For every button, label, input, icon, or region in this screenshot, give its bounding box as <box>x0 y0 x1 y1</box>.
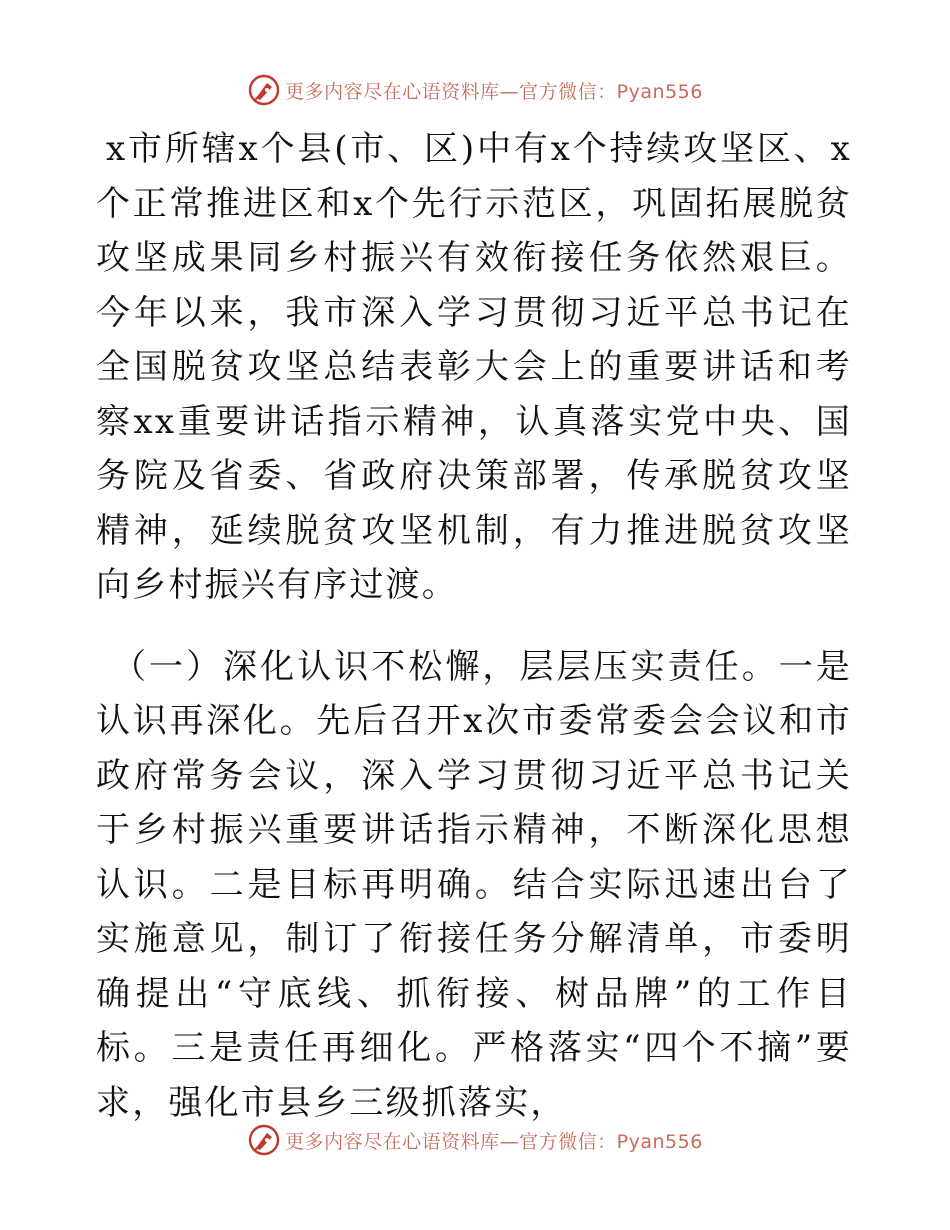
paragraph-section-1: （一）深化认识不松懈，层层压实责任。一是认识再深化。先后召开x次市委常委会会议和市政府常务会议，深入学习贯彻习近平总书记关于乡村振兴重要讲话指示精神，不断深化思想认识。二是目标再明确。结合实际迅速出台了实施意见，制订了衔接任务分解清单，市委明确提出“守底线、抓衔接、树品牌”的工作目标。三是责任再细化。严格落实“四个不摘”要求，强化市县乡三级抓落实， <box>96 646 852 1123</box>
header-watermark-banner <box>0 68 950 112</box>
footer-watermark-banner <box>0 1118 950 1162</box>
paragraph-intro: x市所辖x个县(市、区)中有x个持续攻坚区、x个正常推进区和x个先行示范区，巩固拓展脱贫攻坚成果同乡村振兴有效衔接任务依然艰巨。今年以来，我市深入学习贯彻习近平总书记在全国脱贫攻坚总结表彰大会上的重要讲话和考察xx重要讲话指示精神，认真落实党中央、国务院及省委、省政府决策部署，传承脱贫攻坚精神，延续脱贫攻坚机制，有力推进脱贫攻坚向乡村振兴有序过渡。 <box>96 129 852 605</box>
pen-nib-circle-icon <box>247 1123 281 1157</box>
watermark-text: 更多内容尽在心语资料库—官方微信：Pyan556 <box>285 1130 703 1153</box>
pen-nib-circle-icon <box>247 73 281 107</box>
document-body <box>96 122 852 1130</box>
watermark-text: 更多内容尽在心语资料库—官方微信：Pyan556 <box>285 80 703 103</box>
